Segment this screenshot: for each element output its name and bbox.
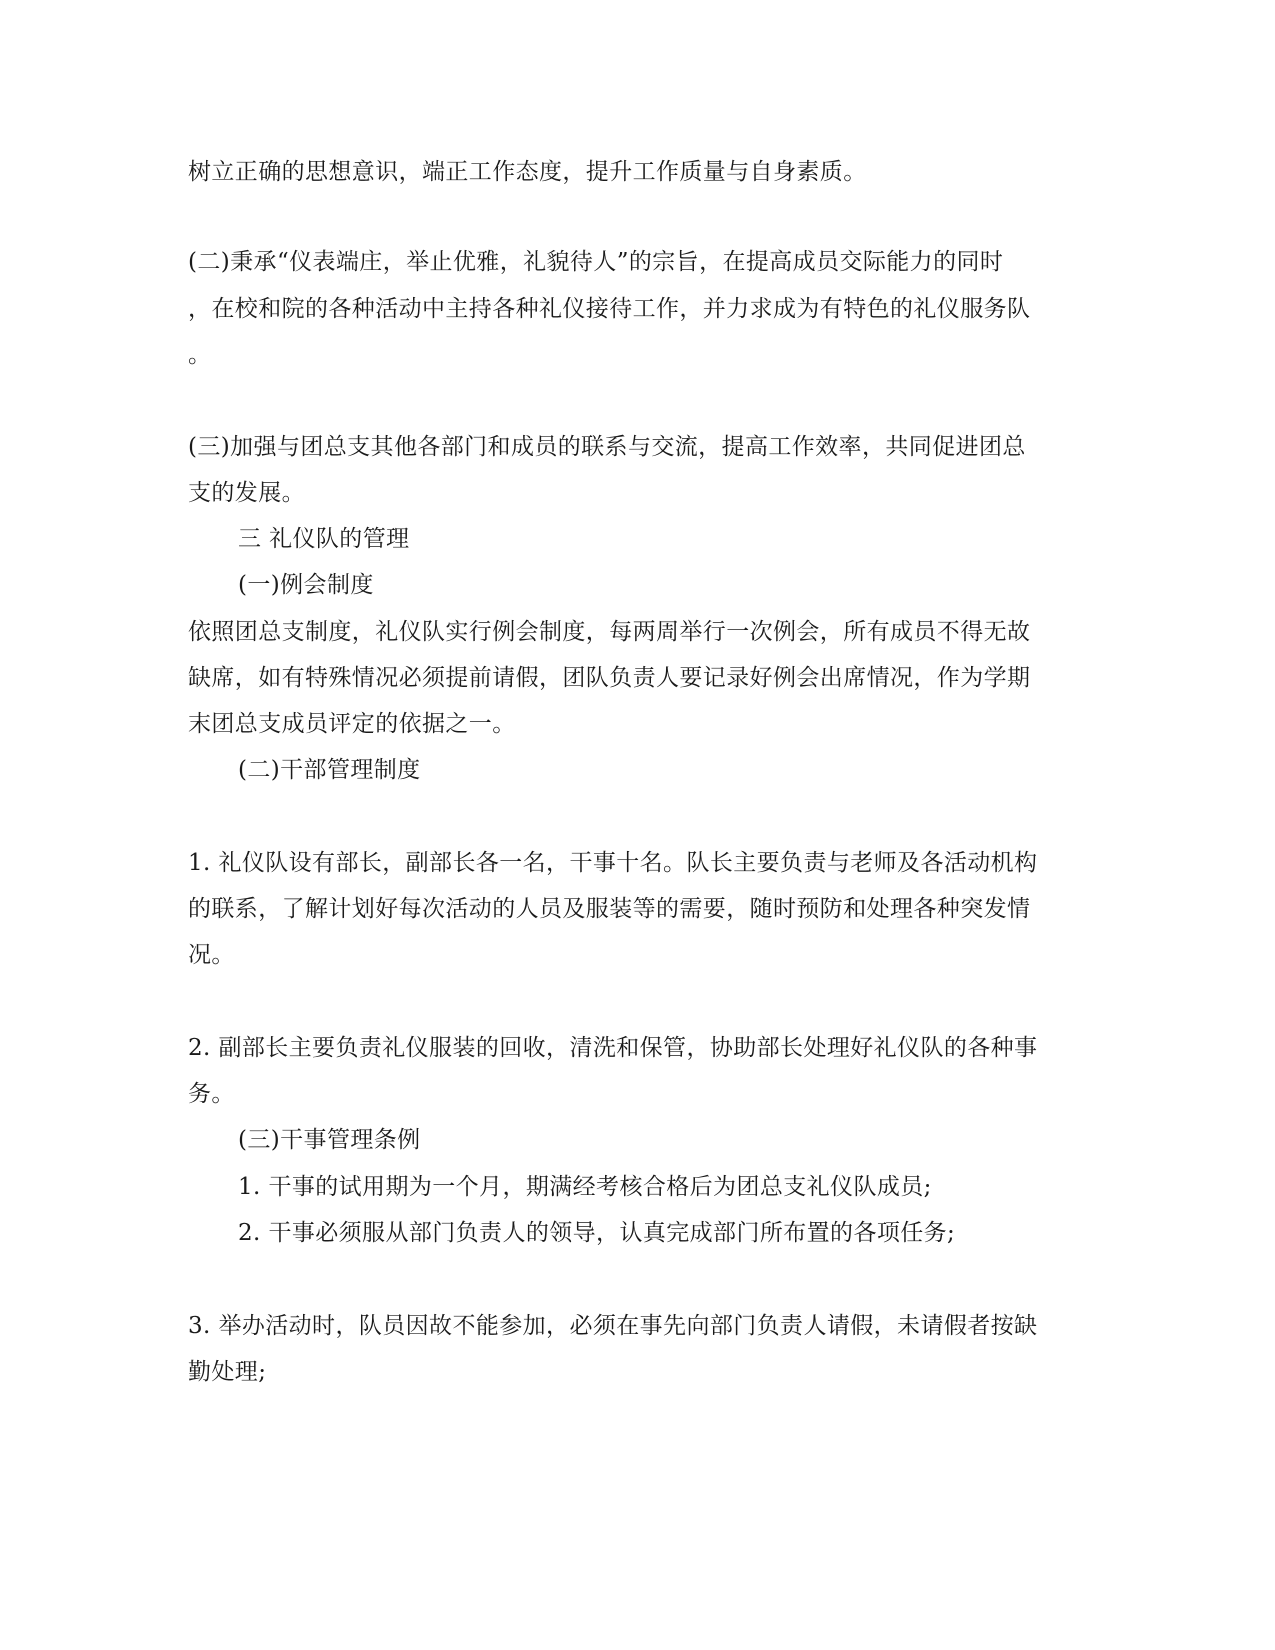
text-line: 勤处理; (188, 1359, 267, 1385)
text-line: ，在校和院的各种活动中主持各种礼仪接待工作，并力求成为有特色的礼仪服务队 (188, 296, 1031, 322)
text-line: (三)加强与团总支其他各部门和成员的联系与交流，提高工作效率，共同促进团总 (188, 434, 1026, 460)
text-line: 支的发展。 (188, 480, 305, 506)
text-line: 3. 举办活动时，队员因故不能参加，必须在事先向部门负责人请假，未请假者按缺 (188, 1313, 1038, 1339)
text-line: 况。 (188, 942, 235, 968)
list-item: 2. 干事必须服从部门负责人的领导，认真完成部门所布置的各项任务; (238, 1220, 956, 1246)
text-line: 树立正确的思想意识，端正工作态度，提升工作质量与自身素质。 (188, 159, 867, 185)
text-line: 的联系，了解计划好每次活动的人员及服装等的需要，随时预防和处理各种突发情 (188, 896, 1031, 922)
text-line: 末团总支成员评定的依据之一。 (188, 711, 516, 737)
text-line: 2. 副部长主要负责礼仪服装的回收，清洗和保管，协助部长处理好礼仪队的各种事 (188, 1035, 1038, 1061)
text-line: 务。 (188, 1081, 235, 1107)
text-line: 。 (188, 342, 212, 368)
text-line: 依照团总支制度，礼仪队实行例会制度，每两周举行一次例会，所有成员不得无故 (188, 619, 1031, 645)
text-line: (二)秉承“仪表端庄，举止优雅，礼貌待人”的宗旨，在提高成员交际能力的同时 (188, 249, 1004, 275)
section-heading: 三 礼仪队的管理 (238, 526, 410, 552)
list-item: 1. 干事的试用期为一个月，期满经考核合格后为团总支礼仪队成员; (238, 1174, 932, 1200)
subsection-heading: (三)干事管理条例 (238, 1127, 421, 1153)
text-line: 1. 礼仪队设有部长，副部长各一名，干事十名。队长主要负责与老师及各活动机构 (188, 850, 1038, 876)
subsection-heading: (一)例会制度 (238, 572, 374, 598)
text-line: 缺席，如有特殊情况必须提前请假，团队负责人要记录好例会出席情况，作为学期 (188, 665, 1031, 691)
subsection-heading: (二)干部管理制度 (238, 757, 421, 783)
